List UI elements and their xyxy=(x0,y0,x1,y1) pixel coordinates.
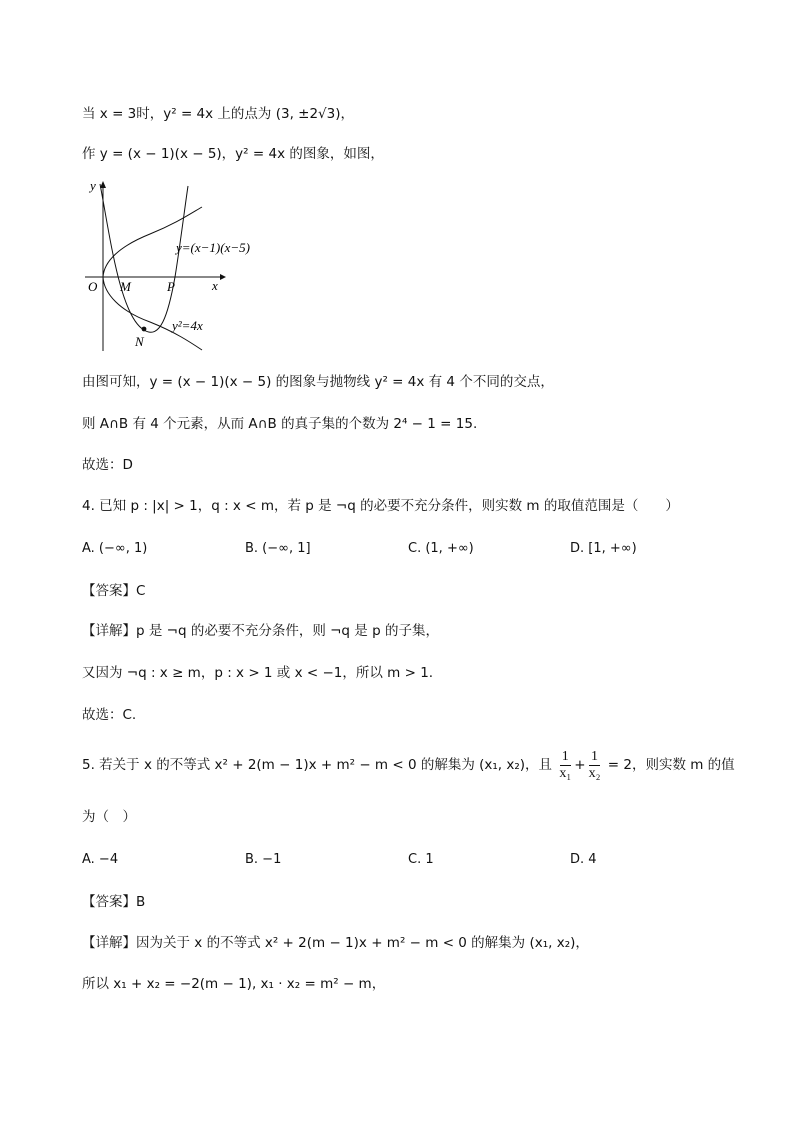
q5-option-d: D. 4 xyxy=(570,852,597,867)
q4-option-d: D. [1, +∞) xyxy=(570,541,637,556)
curve-sqrt-lower xyxy=(103,277,202,350)
question-5-stem xyxy=(82,745,735,785)
q5-detail-1: 【详解】因为关于 x 的不等式 x² + 2(m − 1)x + m² − m < 0 的解集为 (x₁, x₂)， xyxy=(82,935,589,951)
question-5-stem-cont: 为（ ） xyxy=(82,809,136,825)
function-graph-figure xyxy=(80,176,280,356)
q4-choice: 故选：C. xyxy=(82,707,137,723)
curve-quadratic xyxy=(100,184,188,332)
point-M-label: M xyxy=(120,279,131,294)
q4-option-b: B. (−∞, 1] xyxy=(245,541,311,556)
point-P-label: P xyxy=(167,279,175,294)
q4-detail-2: 又因为 ¬q : x ≥ m，p : x > 1 或 x < −1，所以 m > 1. xyxy=(82,665,434,681)
q5-answer: 【答案】B xyxy=(82,894,146,910)
q4-answer: 【答案】C xyxy=(82,583,146,599)
point-N-label: N xyxy=(135,334,144,349)
q5-stem-part2: = 2，则实数 m 的值 xyxy=(607,757,735,773)
q5-stem-part1: 5. 若关于 x 的不等式 x² + 2(m − 1)x + m² − m < 0 的解集为 (x₁, x₂)，且 xyxy=(82,757,553,773)
text-line-graph-intro: 作 y = (x − 1)(x − 5)，y² = 4x 的图象，如图， xyxy=(82,146,384,162)
y-axis-label: y xyxy=(90,178,96,193)
origin-label: O xyxy=(88,279,98,294)
q4-option-c: C. (1, +∞) xyxy=(408,541,474,556)
text-line-conclusion: 由图可知，y = (x − 1)(x − 5) 的图象与抛物线 y² = 4x 有 4 个不同的交点， xyxy=(82,374,554,390)
q4-option-a: A. (−∞, 1) xyxy=(82,541,148,556)
fraction-1-over-x2: $\frac{1}{\text{x₂}}$ xyxy=(588,748,601,781)
q5-detail-2: 所以 x₁ + x₂ = −2(m − 1), x₁ · x₂ = m² − m， xyxy=(82,976,386,992)
fraction-1-over-x1: $\frac{1}{\text{x₁}}$ xyxy=(559,748,572,781)
text-line-choice-d: 故选：D xyxy=(82,457,133,473)
x-axis-label: x xyxy=(212,278,218,293)
q4-detail-1: 【详解】p 是 ¬q 的必要不充分条件，则 ¬q 是 p 的子集， xyxy=(82,623,439,639)
x-axis-arrow-icon xyxy=(220,274,226,280)
plus-sign: + xyxy=(574,757,586,773)
q5-option-b: B. −1 xyxy=(245,852,282,867)
text-line-point: 当 x = 3时，y² = 4x 上的点为 (3, ±2√3)， xyxy=(82,106,355,122)
curve-quadratic-label: y=(x−1)(x−5) xyxy=(176,240,250,255)
question-4-stem: 4. 已知 p : |x| > 1，q : x < m，若 p 是 ¬q 的必要不充分条件，则实数 m 的取值范围是（ ） xyxy=(82,498,679,514)
point-N xyxy=(142,327,147,332)
curve-sqrt-label: y²=4x xyxy=(172,318,203,333)
q5-option-c: C. 1 xyxy=(408,852,434,867)
text-line-subsets: 则 A∩B 有 4 个元素，从而 A∩B 的真子集的个数为 2⁴ − 1 = 15. xyxy=(82,416,478,432)
q5-option-a: A. −4 xyxy=(82,852,119,867)
